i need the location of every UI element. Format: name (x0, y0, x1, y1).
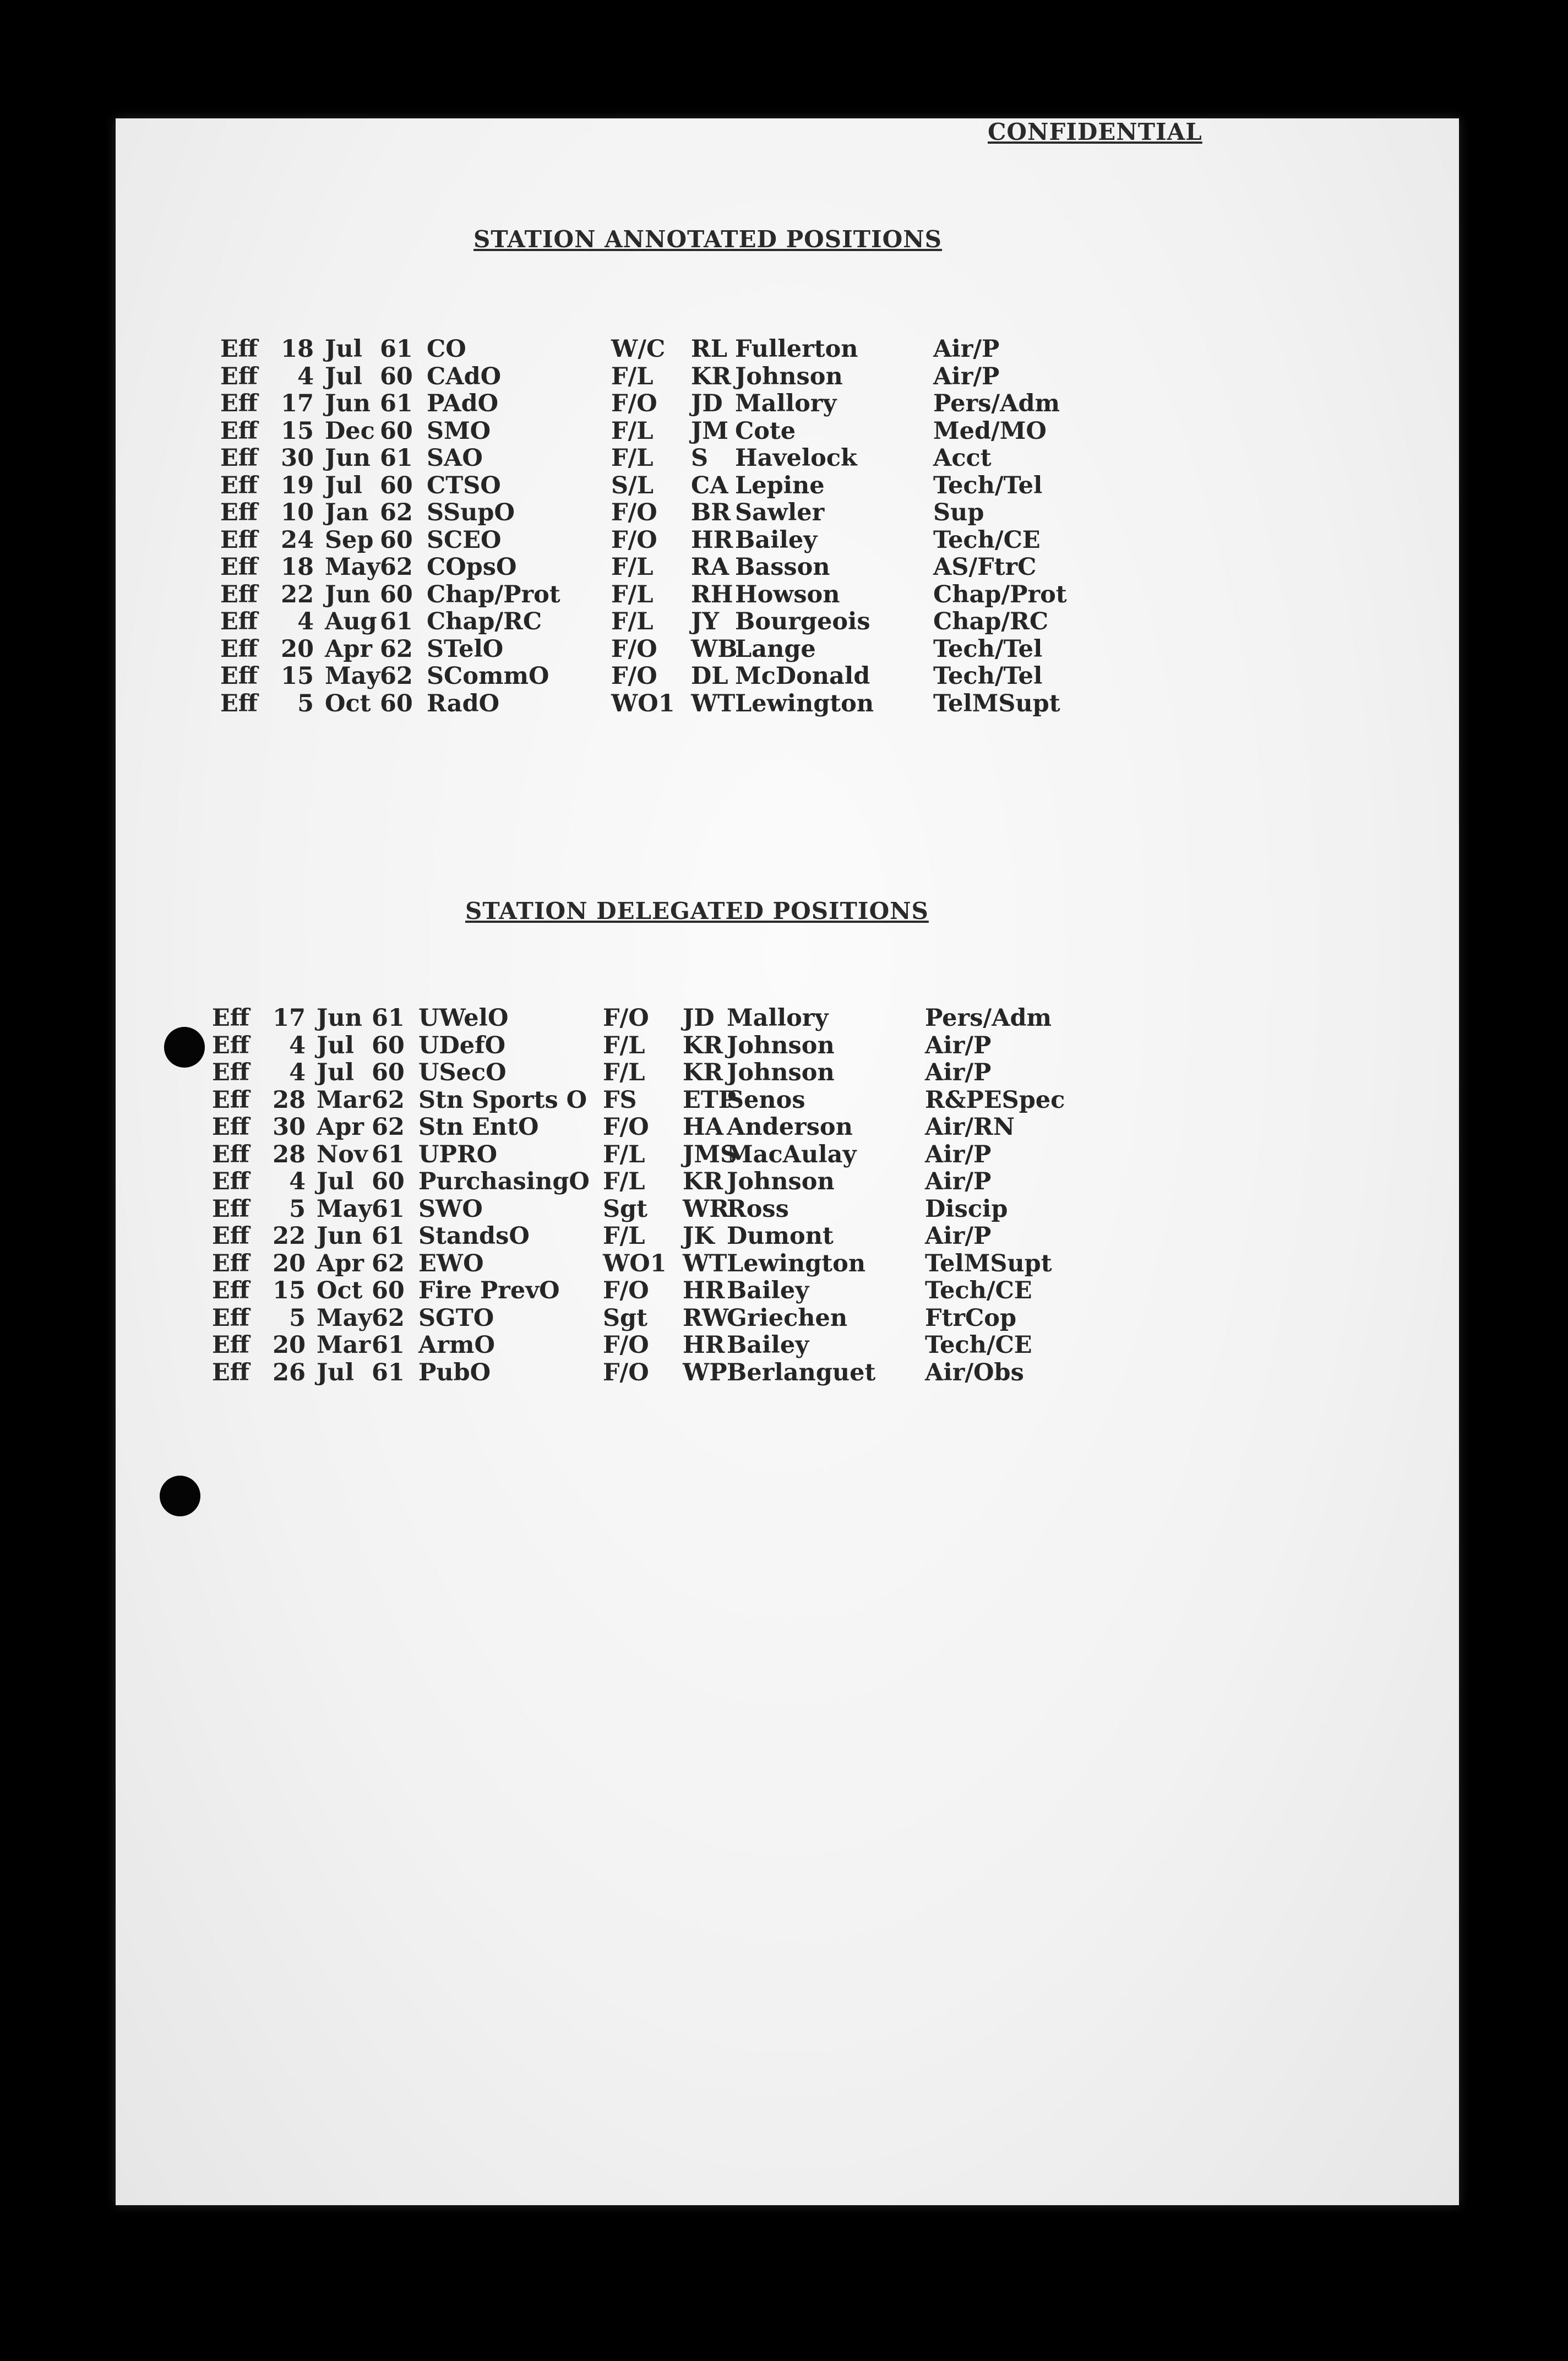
effective-year: 62 (372, 1249, 405, 1277)
effective-year: 61 (372, 1140, 405, 1168)
officer-rank: F/O (603, 1331, 649, 1359)
officer-name: Griechen (727, 1304, 848, 1332)
effective-year: 62 (372, 1086, 405, 1114)
effective-year: 61 (372, 1004, 405, 1032)
officer-name: Bailey (727, 1331, 809, 1359)
officer-name: Bailey (735, 526, 818, 554)
officer-rank: F/L (603, 1059, 645, 1086)
officer-name: Sawler (735, 499, 825, 526)
eff-label: Eff (220, 553, 258, 581)
effective-day: 15 (281, 417, 314, 445)
officer-rank: F/O (611, 499, 657, 526)
effective-year: 62 (380, 635, 413, 663)
trade-classification: Pers/Adm (925, 1004, 1052, 1032)
position-code: Stn EntO (418, 1113, 539, 1141)
position-code: SSupO (427, 499, 515, 526)
officer-rank: S/L (611, 471, 654, 499)
effective-year: 60 (380, 689, 413, 717)
officer-initials: HR (683, 1277, 725, 1304)
trade-classification: Air/P (925, 1031, 992, 1059)
officer-initials: RL (691, 335, 727, 363)
officer-rank: F/O (611, 526, 657, 554)
trade-classification: Air/P (925, 1222, 992, 1250)
effective-day: 18 (281, 553, 314, 581)
trade-classification: Air/P (925, 1059, 992, 1086)
annotated-positions-title: STATION ANNOTATED POSITIONS (473, 226, 942, 253)
effective-month: Apr (317, 1113, 364, 1141)
effective-month: Jul (325, 362, 362, 390)
eff-label: Eff (220, 635, 258, 663)
effective-day: 5 (289, 1304, 306, 1332)
effective-month: Jul (325, 471, 362, 499)
trade-classification: Air/Obs (925, 1358, 1024, 1386)
officer-name: Lange (735, 635, 816, 663)
eff-label: Eff (212, 1059, 250, 1086)
officer-initials: JD (683, 1004, 715, 1032)
eff-label: Eff (220, 390, 258, 417)
effective-day: 30 (281, 444, 314, 472)
officer-initials: KR (683, 1059, 723, 1086)
eff-label: Eff (212, 1031, 250, 1059)
officer-initials: CA (691, 471, 728, 499)
officer-rank: F/O (611, 662, 657, 690)
eff-label: Eff (212, 1249, 250, 1277)
officer-initials: JD (691, 390, 723, 417)
eff-label: Eff (212, 1113, 250, 1141)
officer-rank: W/C (611, 335, 666, 363)
trade-classification: Air/P (925, 1140, 992, 1168)
effective-day: 10 (281, 499, 314, 526)
officer-initials: HR (691, 526, 733, 554)
position-code: SCommO (427, 662, 549, 690)
effective-year: 62 (372, 1304, 405, 1332)
officer-rank: F/O (603, 1004, 649, 1032)
position-code: Stn Sports O (418, 1086, 587, 1114)
officer-name: Senos (727, 1086, 805, 1114)
effective-day: 24 (281, 526, 314, 554)
officer-name: Bourgeois (735, 608, 870, 635)
effective-day: 5 (289, 1195, 306, 1223)
trade-classification: AS/FtrC (933, 553, 1037, 581)
effective-month: Apr (317, 1249, 364, 1277)
effective-month: Mar (317, 1331, 371, 1359)
officer-name: Johnson (735, 362, 843, 390)
position-code: PurchasingO (418, 1168, 590, 1195)
officer-rank: Sgt (603, 1304, 647, 1332)
officer-initials: HR (683, 1331, 725, 1359)
position-code: PubO (418, 1358, 491, 1386)
position-code: STelO (427, 635, 504, 663)
trade-classification: Chap/RC (933, 608, 1049, 635)
effective-month: Jul (317, 1031, 354, 1059)
effective-month: Jun (325, 444, 371, 472)
eff-label: Eff (212, 1277, 250, 1304)
position-code: CO (427, 335, 466, 363)
trade-classification: Acct (933, 444, 992, 472)
effective-month: Jul (317, 1059, 354, 1086)
effective-year: 61 (380, 390, 413, 417)
effective-month: May (325, 553, 380, 581)
effective-month: Jul (317, 1358, 354, 1386)
officer-rank: F/L (603, 1031, 645, 1059)
officer-name: Ross (727, 1195, 789, 1223)
effective-year: 60 (380, 362, 413, 390)
officer-rank: F/L (611, 362, 654, 390)
position-code: PAdO (427, 390, 499, 417)
effective-day: 20 (273, 1249, 306, 1277)
effective-year: 60 (372, 1168, 405, 1195)
trade-classification: Med/MO (933, 417, 1047, 445)
trade-classification: Tech/Tel (933, 662, 1043, 690)
effective-year: 61 (372, 1358, 405, 1386)
position-code: SCEO (427, 526, 502, 554)
officer-initials: JM (691, 417, 728, 445)
officer-rank: F/O (611, 390, 657, 417)
officer-name: Dumont (727, 1222, 834, 1250)
officer-initials: DL (691, 662, 728, 690)
effective-month: Nov (317, 1140, 368, 1168)
position-code: UWelO (418, 1004, 509, 1032)
officer-rank: F/L (611, 580, 654, 608)
eff-label: Eff (220, 499, 258, 526)
effective-day: 4 (297, 362, 314, 390)
effective-day: 20 (281, 635, 314, 663)
officer-name: McDonald (735, 662, 870, 690)
officer-initials: WT (683, 1249, 727, 1277)
punch-hole (164, 1027, 205, 1068)
officer-name: Mallory (735, 390, 837, 417)
officer-initials: RH (691, 580, 733, 608)
position-code: SWO (418, 1195, 483, 1223)
eff-label: Eff (220, 417, 258, 445)
effective-year: 60 (380, 417, 413, 445)
effective-month: Jun (325, 390, 371, 417)
effective-month: Jan (325, 499, 369, 526)
effective-day: 4 (297, 608, 314, 635)
position-code: ArmO (418, 1331, 495, 1359)
officer-rank: F/L (611, 444, 654, 472)
officer-rank: F/L (611, 417, 654, 445)
officer-name: Lewington (727, 1249, 866, 1277)
officer-initials: KR (683, 1168, 723, 1195)
officer-initials: JK (683, 1222, 715, 1250)
officer-name: Fullerton (735, 335, 858, 363)
effective-day: 5 (297, 689, 314, 717)
officer-initials: WP (683, 1358, 727, 1386)
position-code: USecO (418, 1059, 507, 1086)
effective-day: 22 (281, 580, 314, 608)
officer-rank: F/O (603, 1277, 649, 1304)
officer-name: Lewington (735, 689, 874, 717)
officer-rank: F/L (603, 1222, 645, 1250)
position-code: UDefO (418, 1031, 506, 1059)
position-code: Fire PrevO (418, 1277, 560, 1304)
effective-month: Oct (325, 689, 371, 717)
officer-rank: F/L (611, 608, 654, 635)
effective-month: Jun (317, 1004, 362, 1032)
effective-month: Jul (325, 335, 362, 363)
effective-month: Dec (325, 417, 375, 445)
trade-classification: Discip (925, 1195, 1008, 1223)
eff-label: Eff (220, 444, 258, 472)
effective-day: 28 (273, 1140, 306, 1168)
effective-year: 60 (380, 471, 413, 499)
trade-classification: Sup (933, 499, 984, 526)
position-code: Chap/RC (427, 608, 542, 635)
trade-classification: Pers/Adm (933, 390, 1060, 417)
officer-name: Cote (735, 417, 796, 445)
officer-name: Johnson (727, 1168, 835, 1195)
trade-classification: Tech/Tel (933, 635, 1043, 663)
trade-classification: Tech/CE (933, 526, 1041, 554)
effective-month: May (325, 662, 380, 690)
eff-label: Eff (212, 1358, 250, 1386)
effective-day: 26 (273, 1358, 306, 1386)
trade-classification: Air/P (933, 335, 1000, 363)
position-code: StandsO (418, 1222, 530, 1250)
eff-label: Eff (220, 471, 258, 499)
eff-label: Eff (220, 335, 258, 363)
trade-classification: Air/P (933, 362, 1000, 390)
effective-year: 60 (380, 526, 413, 554)
effective-day: 17 (273, 1004, 306, 1032)
officer-initials: WB (691, 635, 738, 663)
eff-label: Eff (212, 1086, 250, 1114)
officer-name: Anderson (727, 1113, 853, 1141)
punch-hole (160, 1476, 200, 1516)
effective-day: 20 (273, 1331, 306, 1359)
effective-year: 61 (380, 335, 413, 363)
effective-day: 19 (281, 471, 314, 499)
trade-classification: R&PESpec (925, 1086, 1065, 1114)
officer-name: Johnson (727, 1031, 835, 1059)
effective-day: 17 (281, 390, 314, 417)
officer-initials: ETP (683, 1086, 737, 1114)
position-code: UPRO (418, 1140, 498, 1168)
effective-year: 60 (380, 580, 413, 608)
effective-month: Jul (317, 1168, 354, 1195)
position-code: SMO (427, 417, 491, 445)
trade-classification: Air/RN (925, 1113, 1015, 1141)
effective-month: May (317, 1304, 372, 1332)
officer-name: Basson (735, 553, 830, 581)
effective-year: 62 (380, 499, 413, 526)
trade-classification: Chap/Prot (933, 580, 1067, 608)
position-code: SAO (427, 444, 483, 472)
position-code: CAdO (427, 362, 502, 390)
effective-year: 61 (372, 1222, 405, 1250)
effective-month: Mar (317, 1086, 371, 1114)
officer-rank: WO1 (611, 689, 675, 717)
officer-rank: F/O (603, 1358, 649, 1386)
officer-rank: F/O (611, 635, 657, 663)
eff-label: Eff (212, 1168, 250, 1195)
effective-month: Apr (325, 635, 373, 663)
trade-classification: Tech/CE (925, 1277, 1032, 1304)
effective-month: Aug (325, 608, 377, 635)
effective-day: 30 (273, 1113, 306, 1141)
position-code: Chap/Prot (427, 580, 560, 608)
effective-month: Oct (317, 1277, 363, 1304)
effective-month: Jun (325, 580, 371, 608)
position-code: EWO (418, 1249, 484, 1277)
officer-initials: JMS (683, 1140, 737, 1168)
effective-day: 18 (281, 335, 314, 363)
officer-initials: BR (691, 499, 731, 526)
effective-day: 15 (273, 1277, 306, 1304)
officer-rank: F/L (603, 1140, 645, 1168)
effective-year: 61 (380, 608, 413, 635)
eff-label: Eff (212, 1331, 250, 1359)
officer-initials: RA (691, 553, 729, 581)
effective-year: 62 (372, 1113, 405, 1141)
trade-classification: Tech/Tel (933, 471, 1043, 499)
position-code: CTSO (427, 471, 501, 499)
eff-label: Eff (212, 1304, 250, 1332)
officer-rank: F/O (603, 1113, 649, 1141)
officer-initials: JY (691, 608, 720, 635)
eff-label: Eff (212, 1004, 250, 1032)
officer-name: Bailey (727, 1277, 809, 1304)
effective-day: 28 (273, 1086, 306, 1114)
effective-year: 61 (372, 1331, 405, 1359)
effective-year: 60 (372, 1277, 405, 1304)
eff-label: Eff (212, 1222, 250, 1250)
officer-rank: FS (603, 1086, 637, 1114)
officer-initials: KR (691, 362, 732, 390)
position-code: RadO (427, 689, 500, 717)
trade-classification: Tech/CE (925, 1331, 1032, 1359)
officer-name: Johnson (727, 1059, 835, 1086)
officer-initials: RW (683, 1304, 729, 1332)
officer-initials: WT (691, 689, 736, 717)
effective-day: 4 (289, 1059, 306, 1086)
effective-day: 22 (273, 1222, 306, 1250)
eff-label: Eff (220, 526, 258, 554)
trade-classification: TelMSupt (925, 1249, 1052, 1277)
officer-rank: Sgt (603, 1195, 647, 1223)
officer-initials: HA (683, 1113, 723, 1141)
position-code: SGTO (418, 1304, 494, 1332)
officer-initials: WR (683, 1195, 729, 1223)
eff-label: Eff (212, 1195, 250, 1223)
officer-name: Havelock (735, 444, 857, 472)
eff-label: Eff (220, 362, 258, 390)
eff-label: Eff (220, 662, 258, 690)
delegated-positions-title: STATION DELEGATED POSITIONS (465, 897, 929, 924)
officer-initials: KR (683, 1031, 723, 1059)
officer-name: MacAulay (727, 1140, 857, 1168)
trade-classification: Air/P (925, 1168, 992, 1195)
classification-marking: CONFIDENTIAL (988, 118, 1202, 145)
effective-year: 61 (372, 1195, 405, 1223)
effective-year: 61 (380, 444, 413, 472)
officer-rank: F/L (603, 1168, 645, 1195)
effective-year: 60 (372, 1031, 405, 1059)
eff-label: Eff (212, 1140, 250, 1168)
officer-name: Berlanguet (727, 1358, 876, 1386)
officer-initials: S (691, 444, 709, 472)
effective-day: 15 (281, 662, 314, 690)
officer-name: Mallory (727, 1004, 829, 1032)
eff-label: Eff (220, 608, 258, 635)
officer-rank: WO1 (603, 1249, 667, 1277)
trade-classification: TelMSupt (933, 689, 1060, 717)
officer-rank: F/L (611, 553, 654, 581)
trade-classification: FtrCop (925, 1304, 1017, 1332)
effective-day: 4 (289, 1168, 306, 1195)
eff-label: Eff (220, 689, 258, 717)
effective-year: 60 (372, 1059, 405, 1086)
officer-name: Lepine (735, 471, 825, 499)
position-code: COpsO (427, 553, 517, 581)
effective-month: May (317, 1195, 372, 1223)
effective-day: 4 (289, 1031, 306, 1059)
effective-month: Jun (317, 1222, 362, 1250)
effective-month: Sep (325, 526, 374, 554)
effective-year: 62 (380, 662, 413, 690)
officer-name: Howson (735, 580, 840, 608)
eff-label: Eff (220, 580, 258, 608)
effective-year: 62 (380, 553, 413, 581)
